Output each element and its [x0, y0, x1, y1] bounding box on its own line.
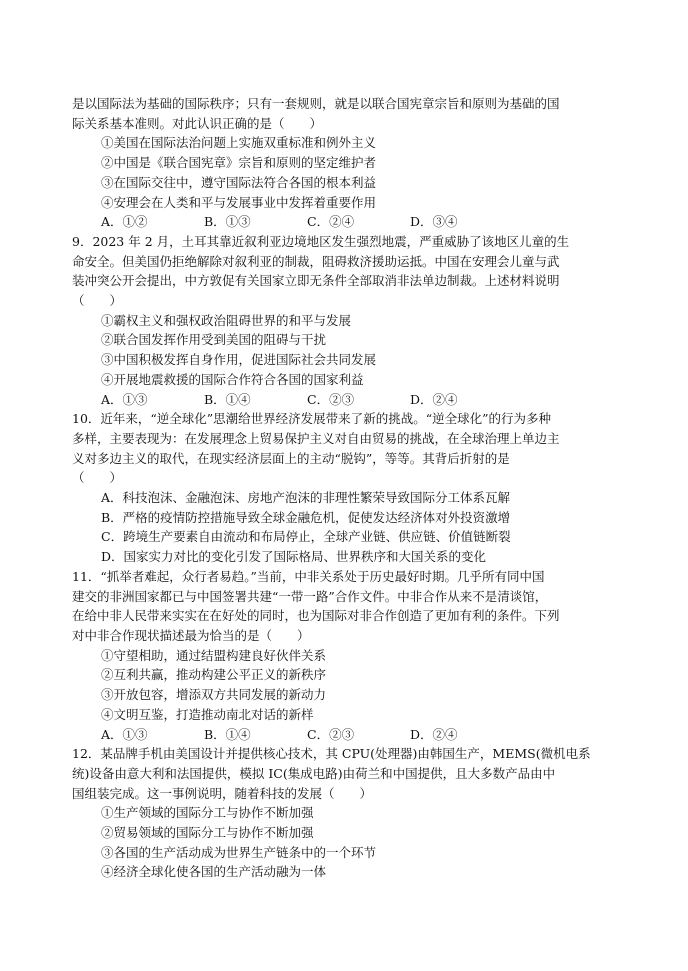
statement-option: ③在国际交往中，遵守国际法符合各国的根本利益 — [101, 174, 377, 190]
statement-option: ①生产领域的国际分工与协作不断加强 — [101, 805, 314, 821]
choice-b: B．①④ — [204, 726, 251, 742]
choice-d: D．③④ — [410, 214, 458, 230]
question-stem-line: 12．某品牌手机由美国设计并提供核心技术，其 CPU(处理器)由韩国生产，MEMS(微机电系 — [72, 746, 591, 762]
question-stem-line: （ ） — [72, 293, 123, 309]
statement-option: ④文明互鉴，打造推动南北对话的新样 — [101, 706, 314, 722]
question-8-tail — [72, 94, 632, 232]
choice-a: A．①③ — [101, 726, 148, 742]
question-stem-line: 是以国际法为基础的国际秩序；只有一套规则，就是以联合国宪章宗旨和原则为基础的国 — [72, 96, 560, 111]
question-12 — [72, 744, 632, 882]
choice-a: A．①② — [101, 214, 148, 230]
choice-a: A．①③ — [101, 391, 148, 407]
question-stem-line: 命安全。但美国仍拒绝解除对叙利亚的制裁，阻碍救济援助运抵。中国在安理会儿童与武 — [72, 253, 560, 269]
question-9 — [72, 232, 632, 409]
statement-option: ②互利共赢，推动构建公平正义的新秩序 — [101, 667, 327, 683]
statement-option: ②联合国发挥作用受到美国的阻碍与干扰 — [101, 332, 327, 348]
choice-c: C．跨境生产要素自由流动和布局停止，全球产业链、供应链、价值链断裂 — [101, 529, 511, 545]
question-stem-line: 统)设备由意大利和法国提供，模拟 IC(集成电路)由荷兰和中国提供，且大多数产品由中 — [72, 765, 556, 781]
question-stem-line: 对中非合作现状描述最为恰当的是（ ） — [72, 627, 310, 643]
question-11 — [72, 567, 632, 744]
statement-option: ①守望相助，通过结盟构建良好伙伴关系 — [101, 647, 327, 663]
question-stem-line: 国组装完成。这一事例说明，随着科技的发展（ ） — [72, 785, 373, 801]
choice-d: D．国家实力对比的变化引发了国际格局、世界秩序和大国关系的变化 — [101, 549, 487, 565]
question-stem-line: 建交的非洲国家都已与中国签署共建“一带一路”合作文件。中非合作从来不是清谈馆， — [72, 588, 548, 604]
statement-option: ③中国积极发挥自身作用，促进国际社会共同发展 — [101, 352, 377, 368]
choice-c: C．②③ — [307, 726, 355, 742]
question-stem-line: 多样，主要表现为：在发展理念上贸易保护主义对自由贸易的挑战，在全球治理上单边主 — [72, 430, 560, 446]
statement-option: ④经济全球化使各国的生产活动融为一体 — [101, 864, 327, 880]
question-stem-line: （ ） — [72, 470, 123, 486]
choice-b: B．①③ — [204, 214, 251, 230]
choice-b: B．严格的疫情防控措施导致全球金融危机，促使发达经济体对外投资激增 — [101, 509, 511, 525]
statement-option: ①霸权主义和强权政治阻碍世界的和平与发展 — [101, 312, 352, 328]
question-stem-line: 11．“抓举者难起，众行者易趋。”当前，中非关系处于历史最好时期。几乎所有同中国 — [72, 568, 545, 584]
choice-d: D．②④ — [410, 391, 458, 407]
choice-d: D．②④ — [410, 726, 458, 742]
statement-option: ②中国是《联合国宪章》宗旨和原则的坚定维护者 — [101, 155, 377, 171]
statement-option: ④开展地震救援的国际合作符合各国的国家利益 — [101, 371, 364, 387]
question-list — [72, 94, 632, 882]
answer-choices — [72, 390, 632, 410]
choice-a: A．科技泡沫、金融泡沫、房地产泡沫的非理性繁荣导致国际分工体系瓦解 — [101, 490, 511, 506]
statement-option: ②贸易领域的国际分工与协作不断加强 — [101, 825, 314, 841]
choice-c: C．②③ — [307, 391, 355, 407]
question-stem-line: 装冲突公开会提出，中方敦促有关国家立即无条件全部取消非法单边制裁。上述材料说明 — [72, 273, 560, 289]
question-stem-line: 10．近年来，“逆全球化”思潮给世界经济发展带来了新的挑战。“逆全球化”的行为多种 — [72, 411, 551, 427]
question-stem-line: 际关系基本准则。对此认识正确的是（ ） — [72, 115, 323, 131]
choice-b: B．①④ — [204, 391, 251, 407]
choice-c: C．②④ — [307, 214, 355, 230]
statement-option: ①美国在国际法治问题上实施双重标准和例外主义 — [101, 135, 377, 151]
statement-option: ③各国的生产活动成为世界生产链条中的一个环节 — [101, 844, 377, 860]
question-10 — [72, 409, 632, 567]
question-stem-line: 在给中非人民带来实实在在好处的同时，也为国际对非合作创造了更加有利的条件。下列 — [72, 608, 560, 624]
statement-option: ④安理会在人类和平与发展事业中发挥着重要作用 — [101, 194, 377, 210]
statement-option: ③开放包容，增添双方共同发展的新动力 — [101, 687, 327, 703]
answer-choices — [72, 212, 632, 232]
question-stem-line: 义对多边主义的取代，在现实经济层面上的主动“脱钩”，等等。其背后折射的是 — [72, 450, 510, 466]
question-stem-line: 9．2023 年 2 月，土耳其靠近叙利亚边境地区发生强烈地震，严重威胁了该地区儿童的生 — [72, 233, 570, 249]
answer-choices — [72, 725, 632, 745]
